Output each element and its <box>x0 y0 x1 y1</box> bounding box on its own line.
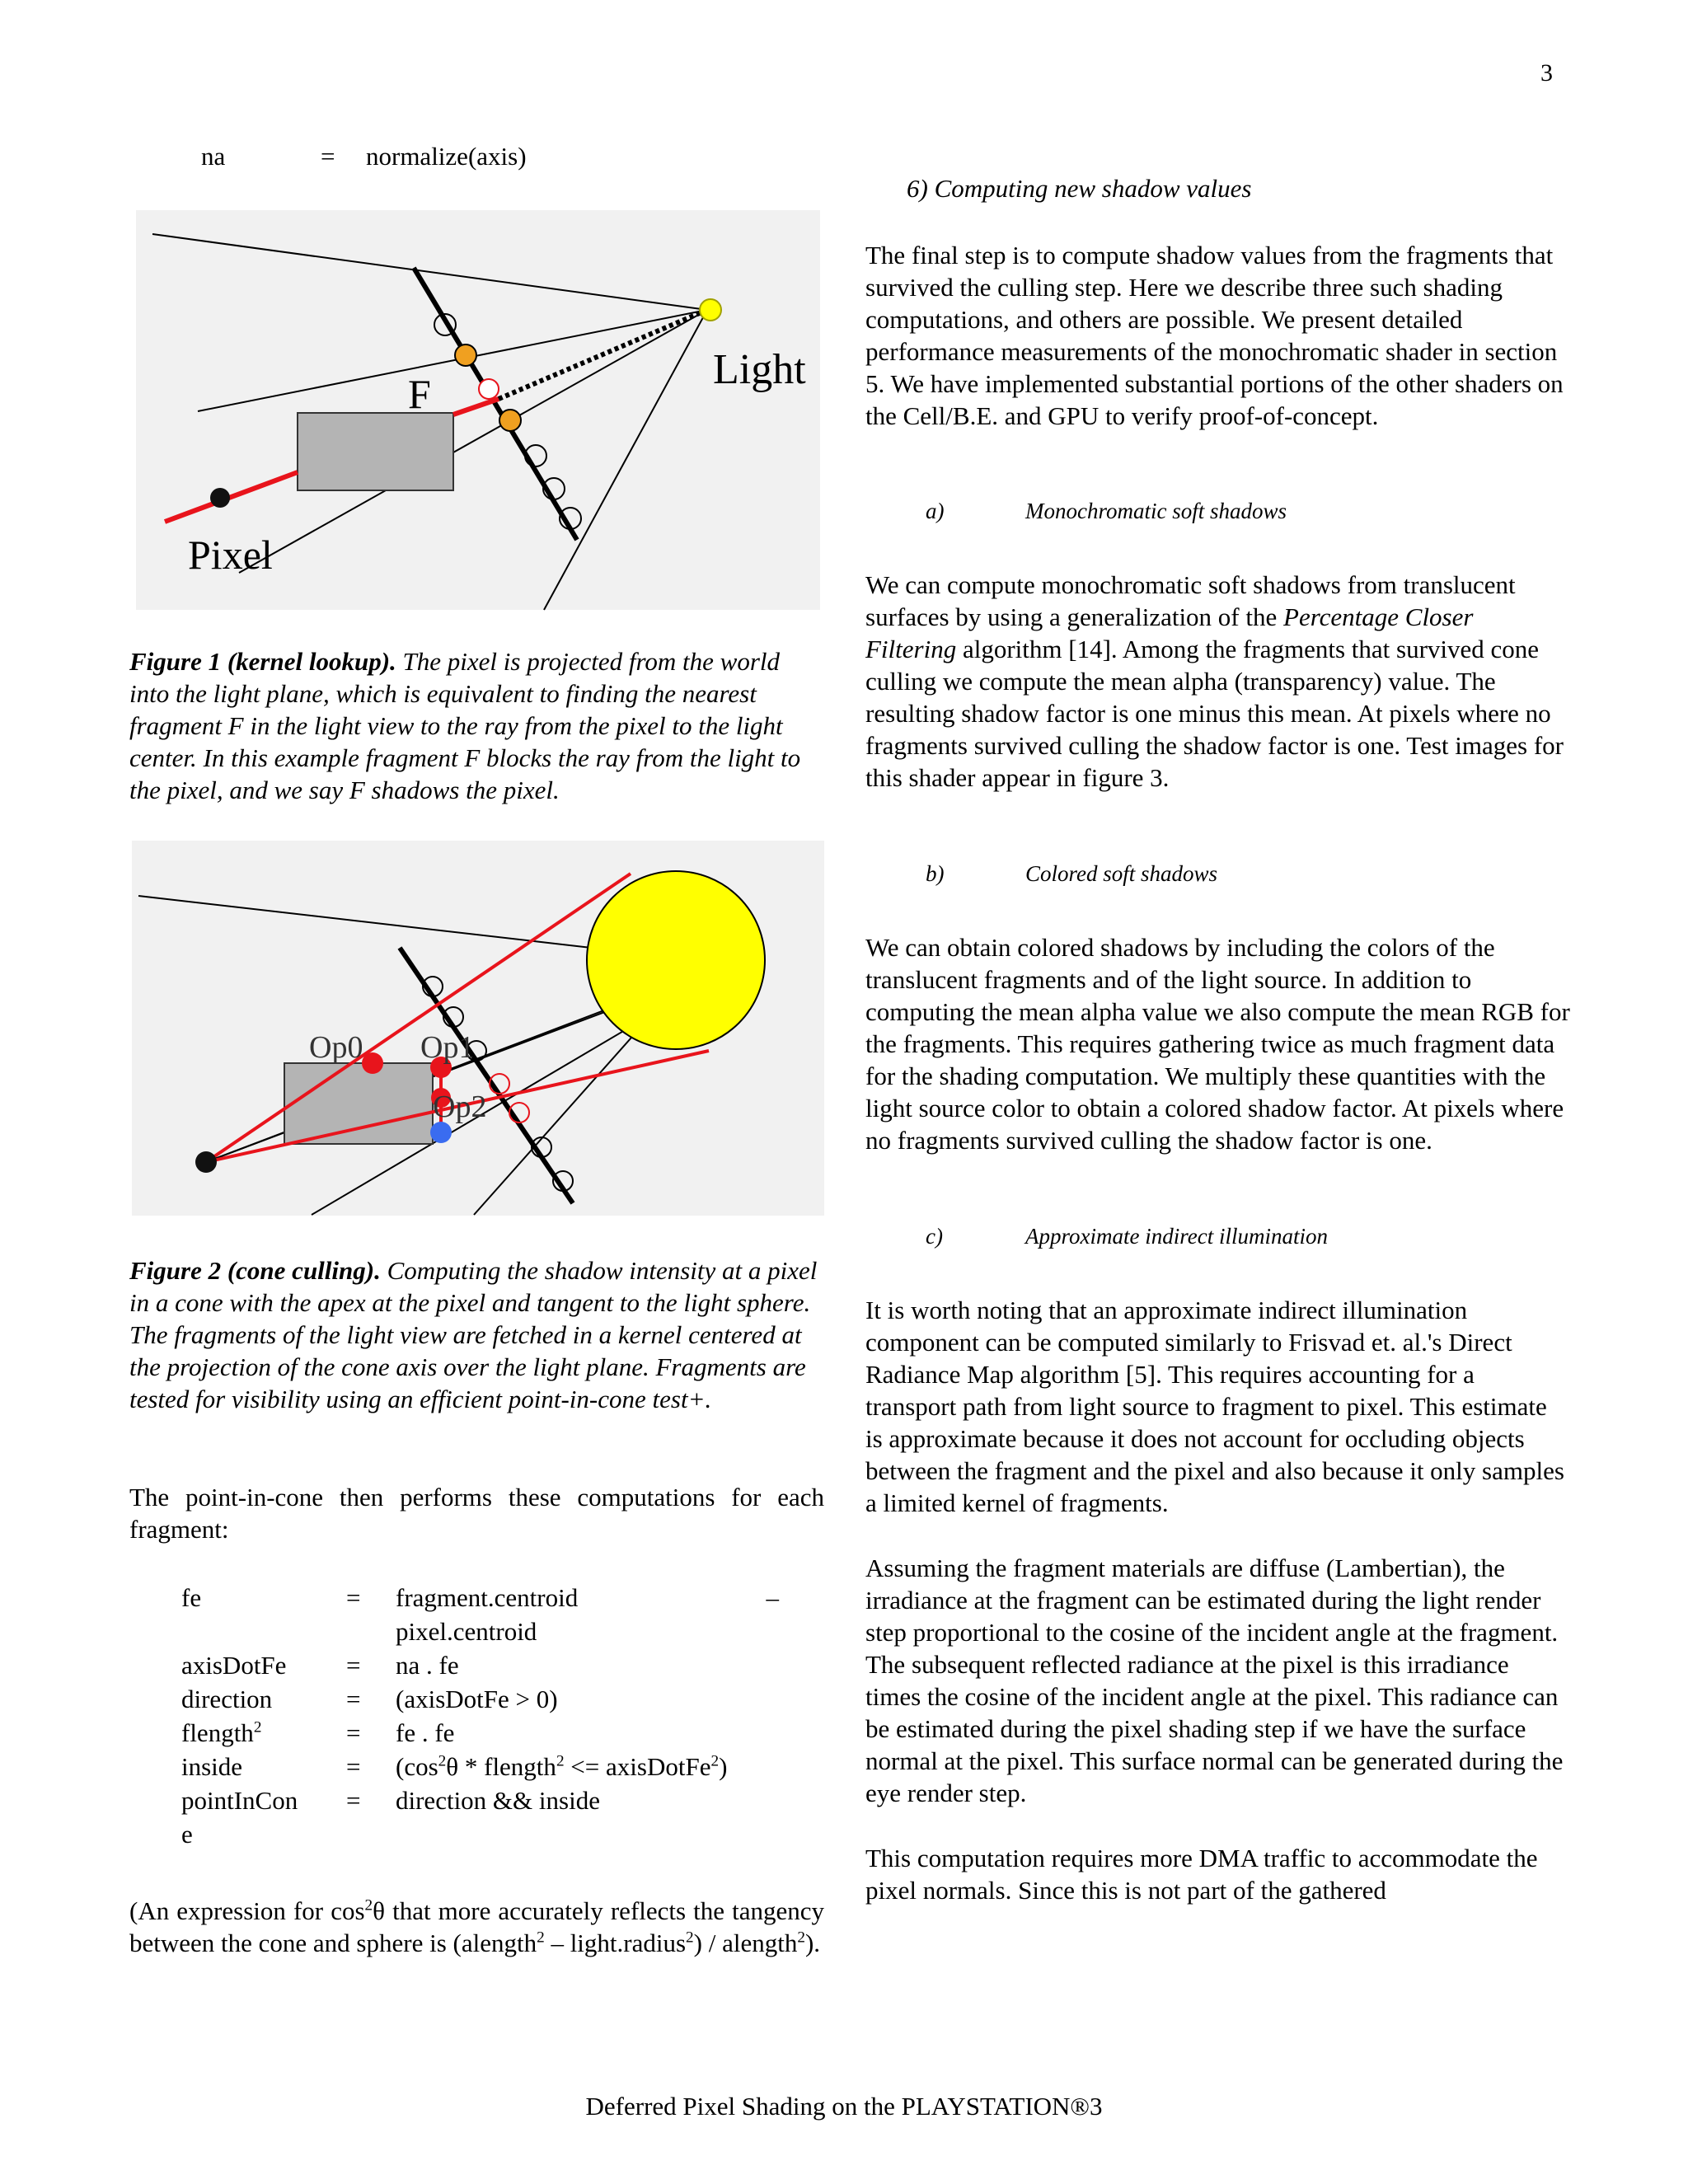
fig2-label-op0: Op0 <box>309 1030 363 1065</box>
fig1-label-light: Light <box>713 346 806 393</box>
point-in-cone-intro: The point-in-cone then performs these computations for each fragment: <box>129 1483 824 1544</box>
subsection-b-title: Colored soft shadows <box>1025 861 1218 886</box>
computation-lhs: pointInCon <box>181 1786 298 1815</box>
top-eq-rhs: normalize(axis) <box>366 142 527 171</box>
subsection-c-label: c) <box>926 1224 943 1249</box>
computation-rhs: na . fe <box>396 1651 459 1680</box>
figure-2-caption-text: Computing the shadow intensity at a pixel in a cone with the apex at the pixel and tangent to the light sphere. The fragments of the light view are fetched in a kernel centered at the projection of the cone axis over the light plane. Fragments are tested for visibility using an efficient point-in-cone test+. <box>129 1256 818 1413</box>
computation-eq: = <box>346 1583 361 1612</box>
figure-1-caption <box>129 645 814 806</box>
computation-lhs: e <box>181 1820 193 1849</box>
page-footer: Deferred Pixel Shading on the PLAYSTATION®3 <box>585 2092 1103 2121</box>
computation-rhs: fragment.centroid <box>396 1583 579 1612</box>
computation-row <box>181 1648 779 1682</box>
fig1-light-source <box>700 299 721 321</box>
fig1-label-fragment: F <box>408 371 431 417</box>
fig2-light-sphere <box>587 871 765 1049</box>
figure-1-caption-text: The pixel is projected from the world into the light plane, which is equivalent to finding the nearest fragment F in the light view to the ray from the pixel to the light center. In this example fragment F blocks the ray from the light to the pixel, and we say F shadows the pixel. <box>129 647 801 804</box>
fig2-op0-point <box>362 1052 383 1074</box>
subsection-a-label: a) <box>926 499 945 523</box>
fig1-pixel-point <box>210 488 230 508</box>
computation-eq: = <box>346 1752 361 1781</box>
top-eq-lhs: na <box>201 142 226 171</box>
paragraph-monochromatic: We can compute monochromatic soft shadows from translucent surfaces by using a generalization of the Percentage Closer Filtering algorithm [14]. Among the fragments that survived cone culling we compute the mean alpha (transparency) value. The resulting shadow factor is one minus this mean. At pixels where no fragments survived culling the shadow factor is one. Test images for this shader appear in figure 3. <box>865 570 1564 792</box>
fig1-fragment-hollow-red <box>479 379 499 399</box>
computation-rhs: direction && inside <box>396 1786 600 1815</box>
fig1-occluder-box <box>298 413 453 490</box>
computation-rhs: (axisDotFe > 0) <box>396 1685 558 1713</box>
paragraph-indirect-1: It is worth noting that an approximate indirect illumination component can be computed similarly to Frisvad et. al.'s Direct Radiance Map algorithm [5]. This requires accounting for a transport path from light source to fragment to pixel. This estimate is approximate because it does not account for occluding objects between the fragment and the pixel and also because it only samples a limited kernel of fragments. <box>865 1296 1564 1517</box>
figure-2-caption <box>129 1254 824 1415</box>
figure-1-kernel-lookup <box>128 202 828 618</box>
figure-2-caption-title: Figure 2 (cone culling). <box>129 1256 381 1285</box>
subsection-a-title: Monochromatic soft shadows <box>1025 499 1287 523</box>
computation-row <box>181 1783 779 1817</box>
computation-lhs-flength: flength$^2$ <box>181 1718 262 1747</box>
subsection-b-label: b) <box>926 861 945 886</box>
cos-theta-note: (An expression for $\cos^2\theta$ that more accurately reflects the tangency between the cone and sphere is (alength$^2$ – light.radius$^2$) / alength$^2$). <box>129 1896 825 1957</box>
top-eq-op: = <box>321 142 335 171</box>
page-number: 3 <box>1540 59 1553 87</box>
computation-rhs-inside: ($\cos^2\theta$ * flength$^2$ <= axisDotFe$^2$) <box>396 1752 728 1781</box>
subsection-c-title: Approximate indirect illumination <box>1025 1224 1328 1249</box>
fig1-fragment-orange <box>455 344 476 366</box>
paragraph-colored: We can obtain colored shadows by including the colors of the translucent fragments and of the light source. In addition to computing the mean alpha value we also compute the mean RGB for the fragments. This requires gathering twice as much fragment data for the shading computation. We multiply these quantities with the light source color to obtain a colored shadow factor. At pixels where no fragments survived culling the shadow factor is one. <box>865 933 1570 1155</box>
section-heading: 6) Computing new shadow values <box>907 174 1252 203</box>
fig2-label-op1: Op1 <box>420 1030 475 1065</box>
fig2-pixel-point <box>195 1151 217 1173</box>
computation-row <box>181 1682 779 1716</box>
figure-1-caption-title: Figure 1 (kernel lookup). <box>129 647 396 676</box>
computation-tail: – <box>766 1583 779 1612</box>
figure-2-cone-culling <box>128 832 828 1228</box>
computation-lhs: direction <box>181 1685 273 1713</box>
fig1-fragment-orange <box>499 410 521 431</box>
computation-lhs: axisDotFe <box>181 1651 287 1680</box>
fig2-blue-point <box>430 1122 452 1143</box>
computation-rhs: fe . fe <box>396 1718 455 1747</box>
computation-row <box>181 1750 779 1783</box>
computation-rhs: pixel.centroid <box>396 1617 537 1646</box>
computation-row <box>181 1817 779 1851</box>
fig2-occluder-box <box>284 1063 433 1144</box>
computation-lhs: fe <box>181 1583 202 1612</box>
paragraph-indirect-3: This computation requires more DMA traffic to accommodate the pixel normals. Since this is not part of the gathered <box>865 1844 1538 1905</box>
fig2-label-op2: Op2 <box>433 1090 487 1124</box>
computation-row <box>181 1716 779 1750</box>
computation-lhs: inside <box>181 1752 243 1781</box>
computation-eq: = <box>346 1718 361 1747</box>
computation-row <box>181 1581 779 1615</box>
computation-eq: = <box>346 1786 361 1815</box>
intro-paragraph: The final step is to compute shadow values from the fragments that survived the culling step. Here we describe three such shading computations, and others are possible. We present detailed performance measurements of the monochromatic shader in section 5. We have implemented substantial portions of the other shaders on the Cell/B.E. and GPU to verify proof-of-concept. <box>865 241 1564 430</box>
computation-eq: = <box>346 1685 361 1713</box>
computation-eq: = <box>346 1651 361 1680</box>
top-equation <box>201 140 527 173</box>
paragraph-indirect-2: Assuming the fragment materials are diffuse (Lambertian), the irradiance at the fragment can be estimated during the light render step proportional to the cosine of the incident angle at the fragment. The subsequent reflected radiance at the pixel is this irradiance times the cosine of the incident angle at the pixel. This radiance can be estimated during the pixel shading step if we have the surface normal at the pixel. This surface normal can be generated during the eye render step. <box>865 1554 1564 1807</box>
point-in-cone-computations <box>181 1581 779 1851</box>
computation-row <box>181 1615 779 1648</box>
fig1-label-pixel: Pixel <box>188 532 273 578</box>
